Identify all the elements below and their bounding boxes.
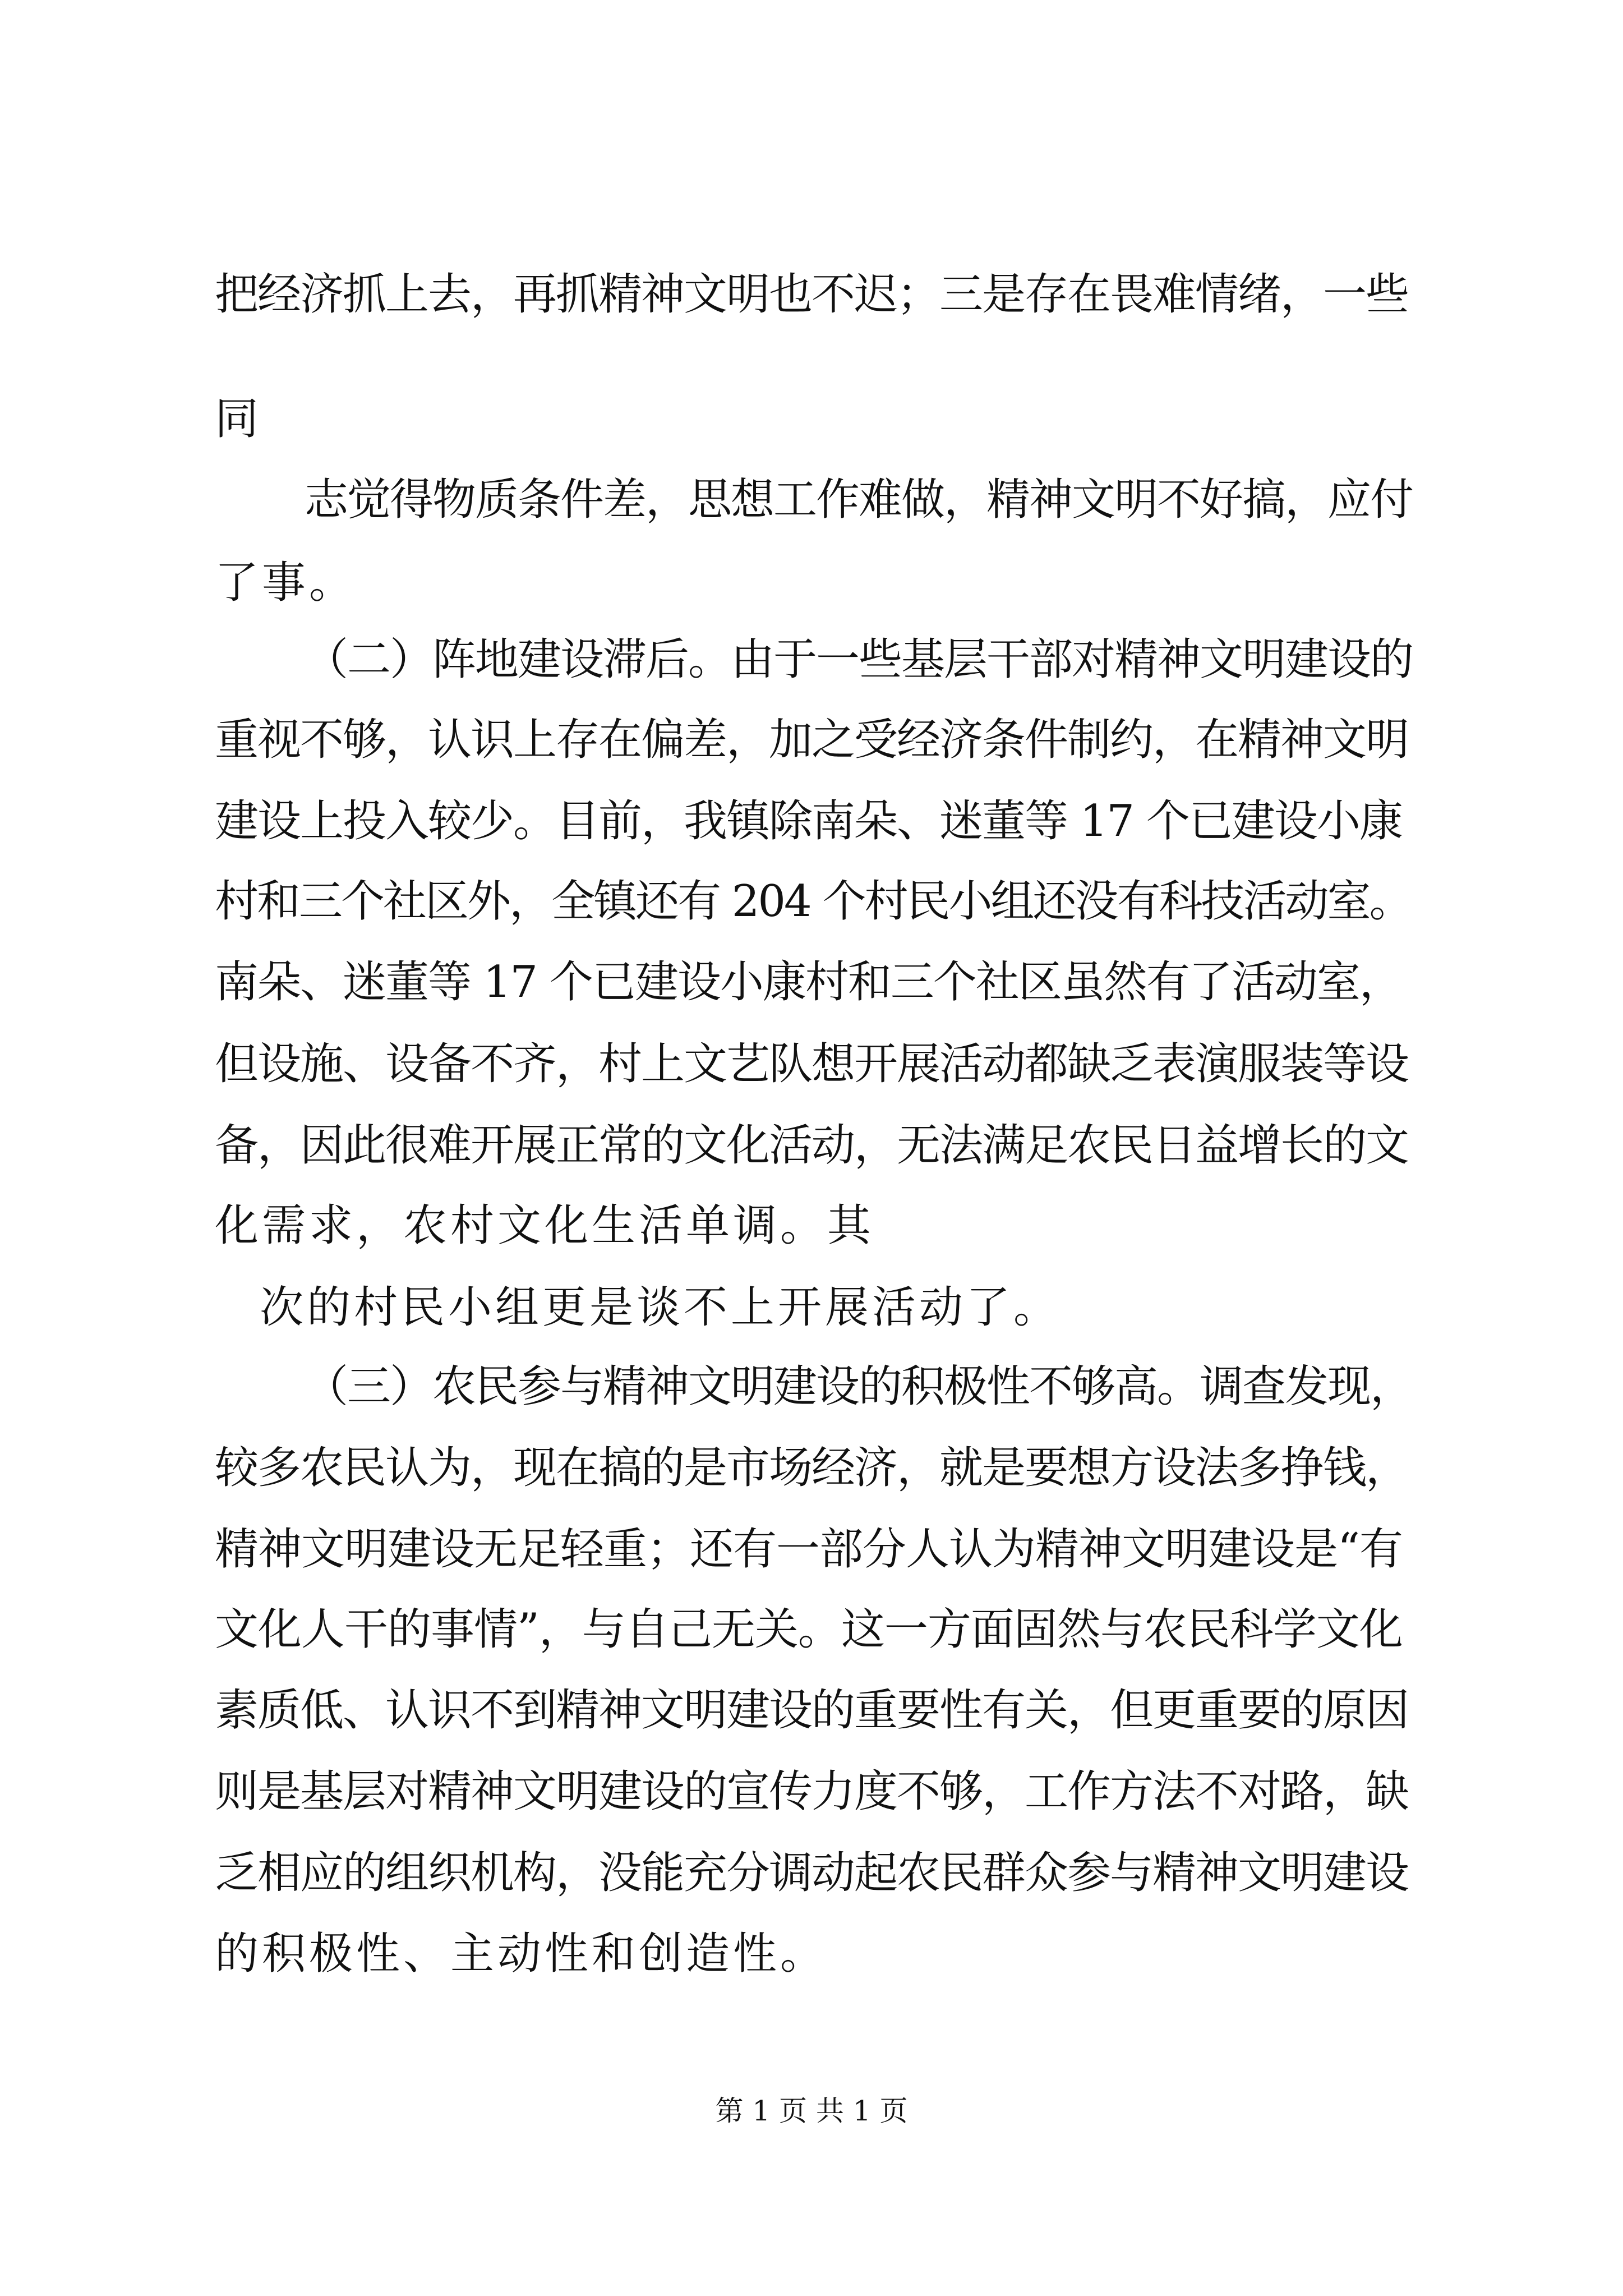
- text-line: 重视不够，认识上存在偏差，加之受经济条件制约，在精神文明: [215, 715, 1409, 765]
- text-line: 的积极性、主动性和创造性。: [215, 1929, 828, 1979]
- text-line: 了事。: [215, 558, 357, 608]
- text-line: 较多农民认为，现在搞的是市场经济，就是要想方设法多挣钱，: [215, 1443, 1409, 1493]
- text-line: （二）阵地建设滞后。由于一些基层干部对精神文明建设的: [305, 634, 1413, 685]
- text-line: 精神文明建设无足轻重；还有一部分人认为精神文明建设是“有: [215, 1524, 1403, 1575]
- text-line: 文化人干的事情”，与自己无关。这一方面固然与农民科学文化: [215, 1604, 1403, 1655]
- text-line: 但设施、设备不齐，村上文艺队想开展活动都缺乏表演服装等设: [215, 1039, 1409, 1089]
- page-number: 第 1 页 共 1 页: [715, 2095, 908, 2127]
- text-line: 建设上投入较少。目前，我镇除南朵、迷董等 17 个已建设小康: [215, 796, 1402, 846]
- text-line: （三）农民参与精神文明建设的积极性不够高。调查发现，: [305, 1361, 1413, 1412]
- text-line: 同: [215, 394, 262, 444]
- text-line: 则是基层对精神文明建设的宣传力度不够，工作方法不对路，缺: [215, 1766, 1409, 1817]
- text-line: 村和三个社区外，全镇还有 204 个村民小组还没有科技活动室。: [215, 876, 1412, 927]
- text-line: 志觉得物质条件差，思想工作难做，精神文明不好搞，应付: [305, 475, 1413, 525]
- text-line: 备，因此很难开展正常的文化活动，无法满足农民日益增长的文: [215, 1120, 1409, 1171]
- text-line: 次的村民小组更是谈不上开展活动了。: [260, 1282, 1061, 1333]
- text-line: 化需求，农村文化生活单调。其: [215, 1200, 875, 1251]
- text-line: 把经济抓上去，再抓精神文明也不迟；三是存在畏难情绪，一些: [215, 269, 1409, 320]
- text-line: 南朵、迷董等 17 个已建设小康村和三个社区虽然有了活动室，: [215, 957, 1402, 1007]
- text-line: 乏相应的组织机构，没能充分调动起农民群众参与精神文明建设: [215, 1848, 1409, 1898]
- text-line: 素质低、认识不到精神文明建设的重要性有关，但更重要的原因: [215, 1685, 1409, 1736]
